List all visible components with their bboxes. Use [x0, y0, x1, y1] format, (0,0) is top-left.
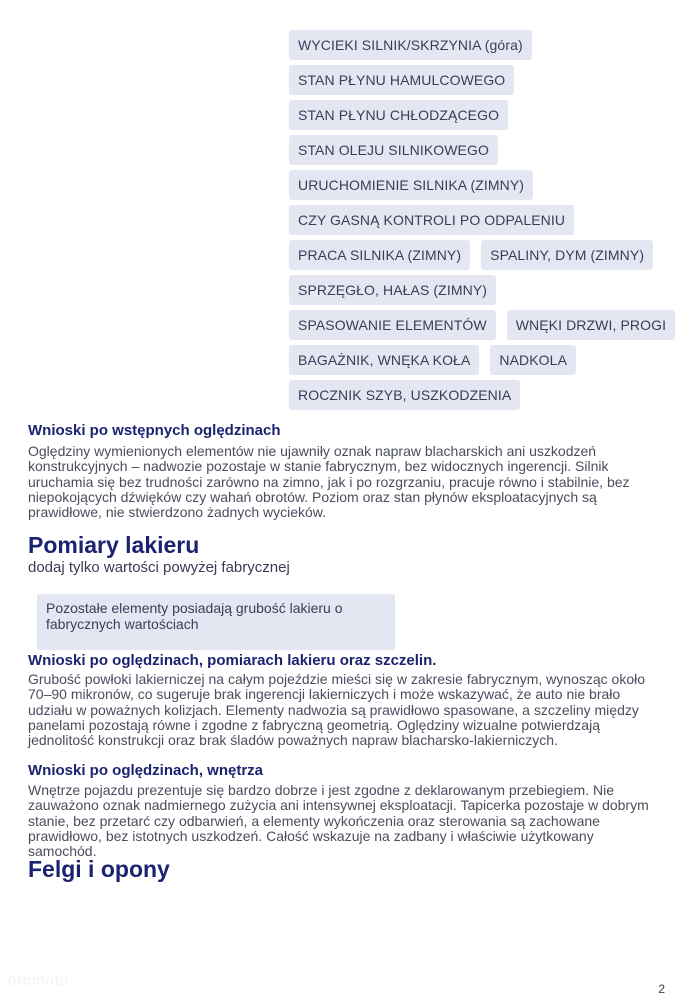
- paint-conclusions-text: Grubość powłoki lakierniczej na całym pojeździe mieści się w zakresie fabrycznym, wynosząc około 70–90 mikronów, co sugeruje brak ingerencji lakierniczych i może wskazywać, że auto nie brało udziału w poważnych kolizjach. Elementy nadwozia są prawidłowo spasowane, a szczeliny między panelami pozostają równe i zgodne z fabryczną geometrią. Oględziny wizualne potwierdzają jednolitość konstrukcji oraz brak śladów poważnych napraw blacharsko-lakierniczych.: [28, 671, 646, 749]
- checklist-chip: STAN PŁYNU HAMULCOWEGO: [289, 65, 514, 95]
- checklist-chip: CZY GASNĄ KONTROLI PO ODPALENIU: [289, 205, 574, 235]
- checklist-row: [289, 65, 669, 95]
- initial-conclusions-title: Wnioski po wstępnych oględzinach: [28, 422, 281, 439]
- checklist-chip: BAGAŻNIK, WNĘKA KOŁA: [289, 345, 479, 375]
- checklist-row: [289, 275, 669, 305]
- checklist-row: [289, 135, 669, 165]
- checklist-row: [289, 30, 669, 60]
- paint-note-box: Pozostałe elementy posiadają grubość lakieru o fabrycznych wartościach: [37, 594, 395, 650]
- checklist-row: [289, 100, 669, 130]
- paint-conclusions-title: Wnioski po oględzinach, pomiarach lakieru oraz szczelin.: [28, 652, 437, 669]
- paint-measurements-subtitle: dodaj tylko wartości powyżej fabrycznej: [28, 559, 290, 576]
- wheels-tires-title: Felgi i opony: [28, 856, 170, 882]
- checklist-chip: SPRZĘGŁO, HAŁAS (ZIMNY): [289, 275, 496, 305]
- checklist-chip: STAN PŁYNU CHŁODZĄCEGO: [289, 100, 508, 130]
- interior-conclusions-title: Wnioski po oględzinach, wnętrza: [28, 762, 264, 779]
- checklist-row: [289, 345, 669, 375]
- paint-measurements-title: Pomiary lakieru: [28, 532, 200, 558]
- interior-conclusions-text: Wnętrze pojazdu prezentuje się bardzo dobrze i jest zgodne z deklarowanym przebiegiem. Nie zauważono oznak nadmiernego zużycia ani intensywnej eksploatacji. Tapicerka pozostaje w dobrym stanie, bez przetarć czy odbarwień, a elementy wykończenia oraz sterowania są zachowane prawidłowo, bez istotnych uszkodzeń. Całość wskazuje na zadbany i właściwie użytkowany samochód.: [28, 782, 649, 860]
- checklist-row: [289, 240, 669, 270]
- inspection-checklist: [289, 30, 669, 415]
- checklist-row: [289, 380, 669, 410]
- checklist-chip: ROCZNIK SZYB, USZKODZENIA: [289, 380, 520, 410]
- checklist-chip: SPALINY, DYM (ZIMNY): [481, 240, 653, 270]
- watermark-logo: otomoto: [8, 972, 70, 989]
- checklist-chip: PRACA SILNIKA (ZIMNY): [289, 240, 470, 270]
- checklist-row: [289, 170, 669, 200]
- page-number: 2: [658, 982, 665, 996]
- checklist-chip: NADKOLA: [490, 345, 576, 375]
- checklist-row: [289, 310, 669, 340]
- checklist-chip: WNĘKI DRZWI, PROGI: [507, 310, 675, 340]
- checklist-row: [289, 205, 669, 235]
- checklist-chip: URUCHOMIENIE SILNIKA (ZIMNY): [289, 170, 533, 200]
- checklist-chip: WYCIEKI SILNIK/SKRZYNIA (góra): [289, 30, 532, 60]
- checklist-chip: STAN OLEJU SILNIKOWEGO: [289, 135, 498, 165]
- initial-conclusions-text: Oględziny wymienionych elementów nie ujawniły oznak napraw blacharskich ani uszkodzeń konstrukcyjnych – nadwozie pozostaje w stanie fabrycznym, bez widocznych ingerencji. Silnik uruchamia się bez trudności zarówno na zimno, jak i po rozgrzaniu, pracuje równo i stabilnie, bez niepokojących dźwięków czy wahań obrotów. Poziom oraz stan płynów eksploatacyjnych są prawidłowe, nie stwierdzono żadnych wycieków.: [28, 443, 630, 521]
- checklist-chip: SPASOWANIE ELEMENTÓW: [289, 310, 496, 340]
